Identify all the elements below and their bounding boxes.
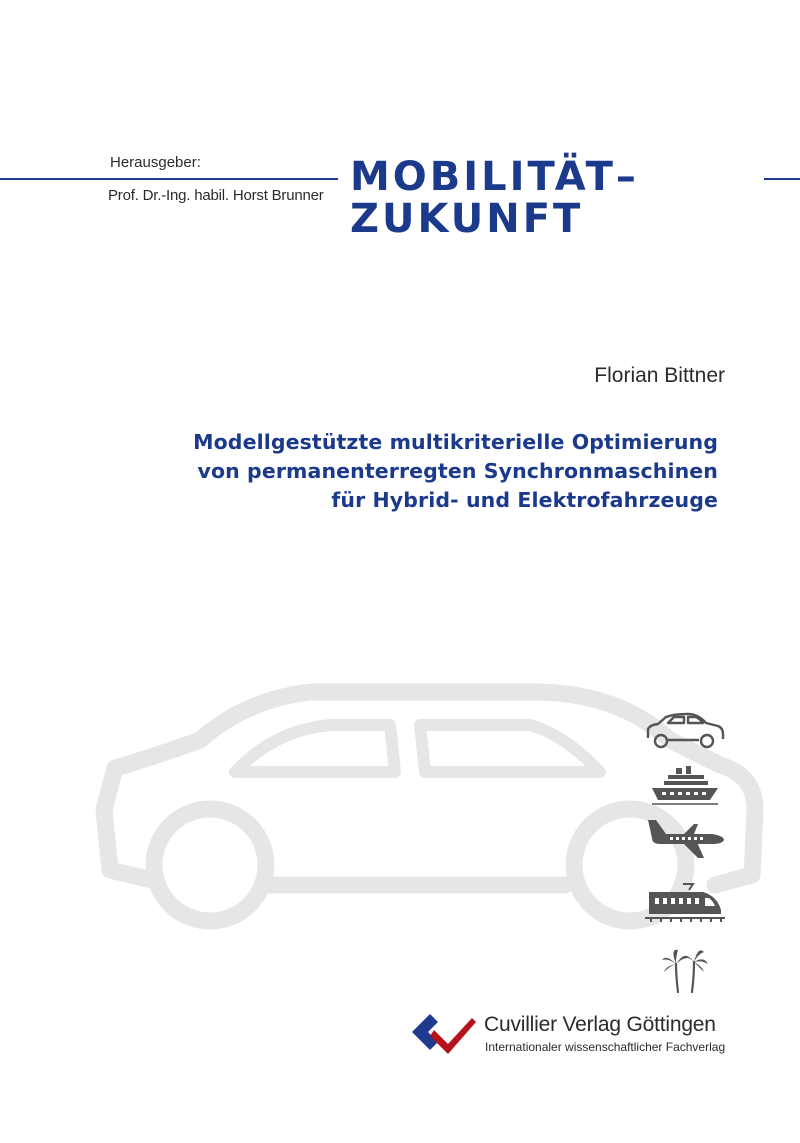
publisher-logo-icon	[408, 1010, 478, 1058]
publisher-name: Cuvillier Verlag Göttingen	[484, 1013, 716, 1036]
header-rule-left	[0, 178, 338, 180]
publisher-tagline: Internationaler wissenschaftlicher Fachverlag	[485, 1040, 726, 1054]
editor-name: Prof. Dr.-Ing. habil. Horst Brunner	[108, 187, 324, 204]
book-title-line-3: für Hybrid- und Elektrofahrzeuge	[331, 488, 718, 512]
palm-trees-icon	[660, 946, 710, 994]
airplane-icon	[646, 818, 726, 860]
ship-icon	[650, 764, 720, 806]
series-title-line-2: ZUKUNFT	[350, 196, 584, 242]
editor-label: Herausgeber:	[110, 154, 201, 171]
header-rule-right	[764, 178, 800, 180]
author-name: Florian Bittner	[594, 364, 725, 387]
series-title	[350, 156, 639, 240]
book-title-line-1: Modellgestützte multikriterielle Optimierung	[193, 430, 718, 454]
series-title-line-1: MOBILITÄT–	[350, 154, 639, 200]
train-icon	[643, 880, 727, 924]
car-icon	[644, 712, 726, 750]
book-title	[193, 428, 718, 515]
book-title-line-2: von permanenterregten Synchronmaschinen	[197, 459, 718, 483]
